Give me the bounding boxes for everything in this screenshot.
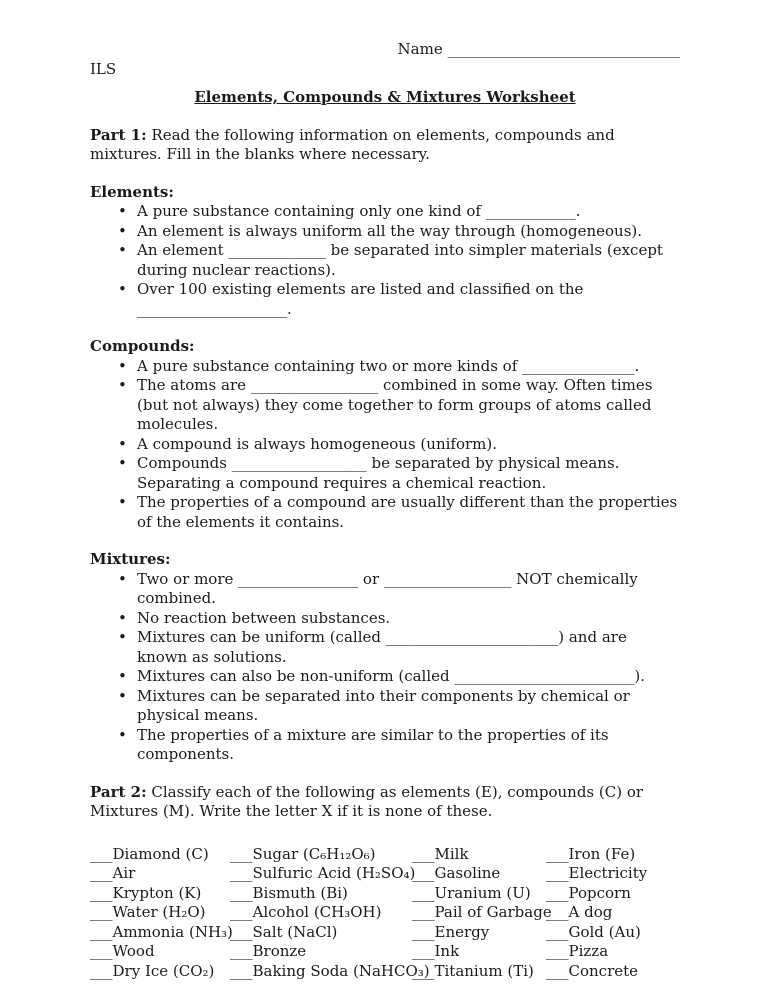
course-code: ILS xyxy=(90,59,117,78)
grid-item: ___Salt (NaCl) xyxy=(230,922,338,941)
name-label: Name xyxy=(397,40,443,58)
grid-item: ___Iron (Fe) xyxy=(546,844,636,863)
section-mixtures xyxy=(90,550,680,765)
grid-item: ___Diamond (C) xyxy=(90,844,209,863)
bullet-item: • No reaction between substances. xyxy=(90,609,680,629)
classification-grid xyxy=(90,845,680,982)
grid-item: ___Sulfuric Acid (H₂SO₄) xyxy=(230,864,416,882)
page-title: Elements, Compounds & Mixtures Worksheet xyxy=(194,88,576,106)
grid-item: ___Pail of Garbage xyxy=(412,903,552,921)
grid-item: ___Pizza xyxy=(546,942,609,960)
grid-item: ___Bronze xyxy=(230,942,307,960)
section-compounds xyxy=(90,337,680,532)
part1-label: Part 1: xyxy=(90,125,147,144)
grid-item: ___Popcorn xyxy=(546,883,631,902)
bullet-item: • Mixtures can also be non-uniform (called ________________________). xyxy=(90,667,680,687)
section-elements xyxy=(90,183,680,320)
grid-item: ___Dry Ice (CO₂) xyxy=(90,961,215,980)
section-heading: Elements: xyxy=(90,182,174,201)
bullet-item: • The atoms are _________________ combined in some way. Often times (but not always) they come together to form groups of atoms called molecules. xyxy=(90,376,680,435)
grid-column-1 xyxy=(90,844,233,982)
bullet-item: • A pure substance containing two or more kinds of _______________. xyxy=(90,357,680,377)
bullet-item: • Two or more ________________ or _________________ NOT chemically combined. xyxy=(90,570,680,609)
grid-item: ___Alcohol (CH₃OH) xyxy=(230,903,382,921)
grid-column-3 xyxy=(412,844,552,982)
grid-item: ___Gold (Au) xyxy=(546,922,641,941)
grid-item: ___Ink xyxy=(412,942,460,960)
bullet-item: • The properties of a mixture are similar to the properties of its components. xyxy=(90,726,680,765)
grid-item: ___Sugar (C₆H₁₂O₆) xyxy=(230,844,376,863)
grid-item: ___Air xyxy=(90,864,136,882)
part1-intro xyxy=(90,126,680,165)
bullet-item: • The properties of a compound are usually different than the properties of the elements it contains. xyxy=(90,493,680,532)
grid-column-2 xyxy=(230,844,430,982)
part2-intro xyxy=(90,783,680,822)
grid-item: ___Water (H₂O) xyxy=(90,903,206,921)
section-heading: Mixtures: xyxy=(90,550,171,568)
grid-item: ___Bismuth (Bi) xyxy=(230,883,348,902)
section-heading: Compounds: xyxy=(90,337,195,355)
grid-column-4 xyxy=(546,845,680,982)
grid-item: ___Concrete xyxy=(546,961,639,980)
bullet-item: • Mixtures can be uniform (called _______________________) and are known as solutions. xyxy=(90,628,680,667)
grid-item: ___Energy xyxy=(412,922,490,941)
grid-item: ___Ammonia (NH₃) xyxy=(90,922,233,941)
grid-item: ___Uranium (U) xyxy=(412,883,531,902)
bullet-item: • Compounds __________________ be separated by physical means. Separating a compound requires a chemical reaction. xyxy=(90,454,680,493)
part1-intro-text: Read the following information on elements, compounds and mixtures. Fill in the blanks where necessary. xyxy=(90,125,615,163)
grid-item: ___Milk xyxy=(412,844,469,863)
bullet-item: • Mixtures can be separated into their components by chemical or physical means. xyxy=(90,687,680,726)
name-line xyxy=(90,40,680,60)
grid-item: ___Gasoline xyxy=(412,864,501,882)
grid-item: ___Electricity xyxy=(546,864,648,882)
grid-item: ___Titanium (Ti) xyxy=(412,961,534,980)
grid-item: ___Wood xyxy=(90,942,155,960)
bullet-item: • A pure substance containing only one kind of ____________. xyxy=(90,202,680,222)
bullet-item: • Over 100 existing elements are listed and classified on the ____________________. xyxy=(90,280,680,319)
name-blank: _______________________________ xyxy=(447,40,680,58)
part2-label: Part 2: xyxy=(90,782,147,801)
grid-item: ___A dog xyxy=(546,903,613,921)
bullet-item: • An element is always uniform all the way through (homogeneous). xyxy=(90,222,680,242)
grid-item: ___Baking Soda (NaHCO₃) xyxy=(230,961,430,980)
bullet-item: • An element _____________ be separated into simpler materials (except during nuclear reactions). xyxy=(90,241,680,280)
part2-intro-text: Classify each of the following as elements (E), compounds (C) or Mixtures (M). Write the letter X if it is none of these. xyxy=(90,782,644,820)
grid-item: ___Krypton (K) xyxy=(90,883,202,902)
bullet-item: • A compound is always homogeneous (uniform). xyxy=(90,435,680,455)
